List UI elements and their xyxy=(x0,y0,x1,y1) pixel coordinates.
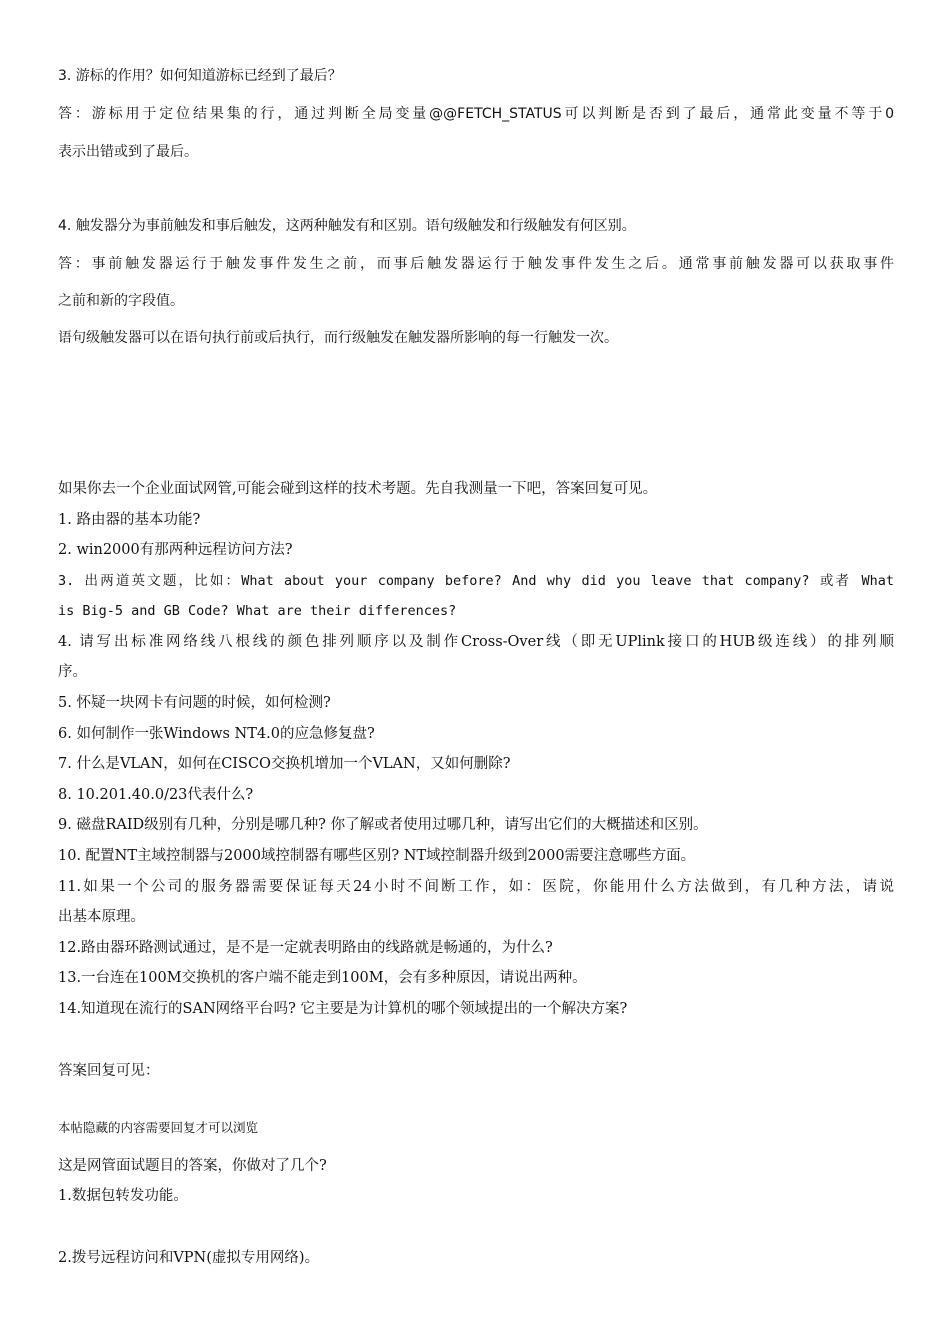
list-item: 7. 什么是VLAN，如何在CISCO交换机增加一个VLAN，又如何删除? xyxy=(58,756,511,772)
list-item: 14.知道现在流行的SAN网络平台吗? 它主要是为计算机的哪个领域提出的一个解决方案? xyxy=(58,1001,628,1017)
list-item: 3. 出两道英文题，比如：What about your company before? And why did you leave that company? 或者 What xyxy=(58,573,894,589)
list-item: 6. 如何制作一张Windows NT4.0的应急修复盘? xyxy=(58,726,375,742)
list-item: 8. 10.201.40.0/23代表什么? xyxy=(58,787,254,803)
list-item: 出基本原理。 xyxy=(58,909,145,925)
list-item: 5. 怀疑一块网卡有问题的时候，如何检测? xyxy=(58,695,331,711)
interview-intro: 如果你去一个企业面试网管,可能会碰到这样的技术考题。先自我测量一下吧，答案回复可见。 xyxy=(58,481,658,497)
list-item: 序。 xyxy=(58,664,87,680)
list-item: 4. 请写出标准网络线八根线的颜色排列顺序以及制作Cross-Over线（即无UPlink接口的HUB级连线）的排列顺 xyxy=(58,634,894,650)
answer-2: 2.拨号远程访问和VPN(虚拟专用网络)。 xyxy=(58,1250,320,1266)
answer-4-line-3: 语句级触发器可以在语句执行前或后执行，而行级触发在触发器所影响的每一行触发一次。 xyxy=(58,330,618,346)
list-item: 2. win2000有那两种远程访问方法? xyxy=(58,542,293,558)
answer-heading: 答案回复可见： xyxy=(58,1063,160,1079)
list-item: 9. 磁盘RAID级别有几种，分别是哪几种? 你了解或者使用过哪几种，请写出它们的大概描述和区别。 xyxy=(58,817,708,833)
hidden-content-notice: 本帖隐藏的内容需要回复才可以浏览 xyxy=(58,1120,259,1135)
answer-4-line-2: 之前和新的字段值。 xyxy=(58,293,184,309)
answer-4-line-1: 答：事前触发器运行于触发事件发生之前，而事后触发器运行于触发事件发生之后。通常事前触发器可以获取事件 xyxy=(58,256,894,272)
answers-intro: 这是网管面试题目的答案，你做对了几个? xyxy=(58,1158,327,1174)
list-item: 1. 路由器的基本功能? xyxy=(58,512,201,528)
list-item: 12.路由器环路测试通过，是不是一定就表明路由的线路就是畅通的，为什么? xyxy=(58,940,553,956)
question-3: 3. 游标的作用？如何知道游标已经到了最后？ xyxy=(58,68,342,84)
answer-3-line-1: 答：游标用于定位结果集的行，通过判断全局变量@@FETCH_STATUS可以判断是否到了最后，通常此变量不等于0 xyxy=(58,106,894,122)
list-item: 11.如果一个公司的服务器需要保证每天24小时不间断工作，如：医院，你能用什么方法做到，有几种方法，请说 xyxy=(58,879,894,895)
list-item: 13.一台连在100M交换机的客户端不能走到100M，会有多种原因，请说出两种。 xyxy=(58,970,587,986)
answer-1: 1.数据包转发功能。 xyxy=(58,1188,188,1204)
list-item: 10. 配置NT主域控制器与2000域控制器有哪些区别? NT域控制器升级到2000需要注意哪些方面。 xyxy=(58,848,696,864)
question-4: 4. 触发器分为事前触发和事后触发，这两种触发有和区别。语句级触发和行级触发有何区别。 xyxy=(58,218,636,234)
answer-3-line-2: 表示出错或到了最后。 xyxy=(58,144,198,160)
list-item: is Big-5 and GB Code? What are their differences? xyxy=(58,603,457,619)
